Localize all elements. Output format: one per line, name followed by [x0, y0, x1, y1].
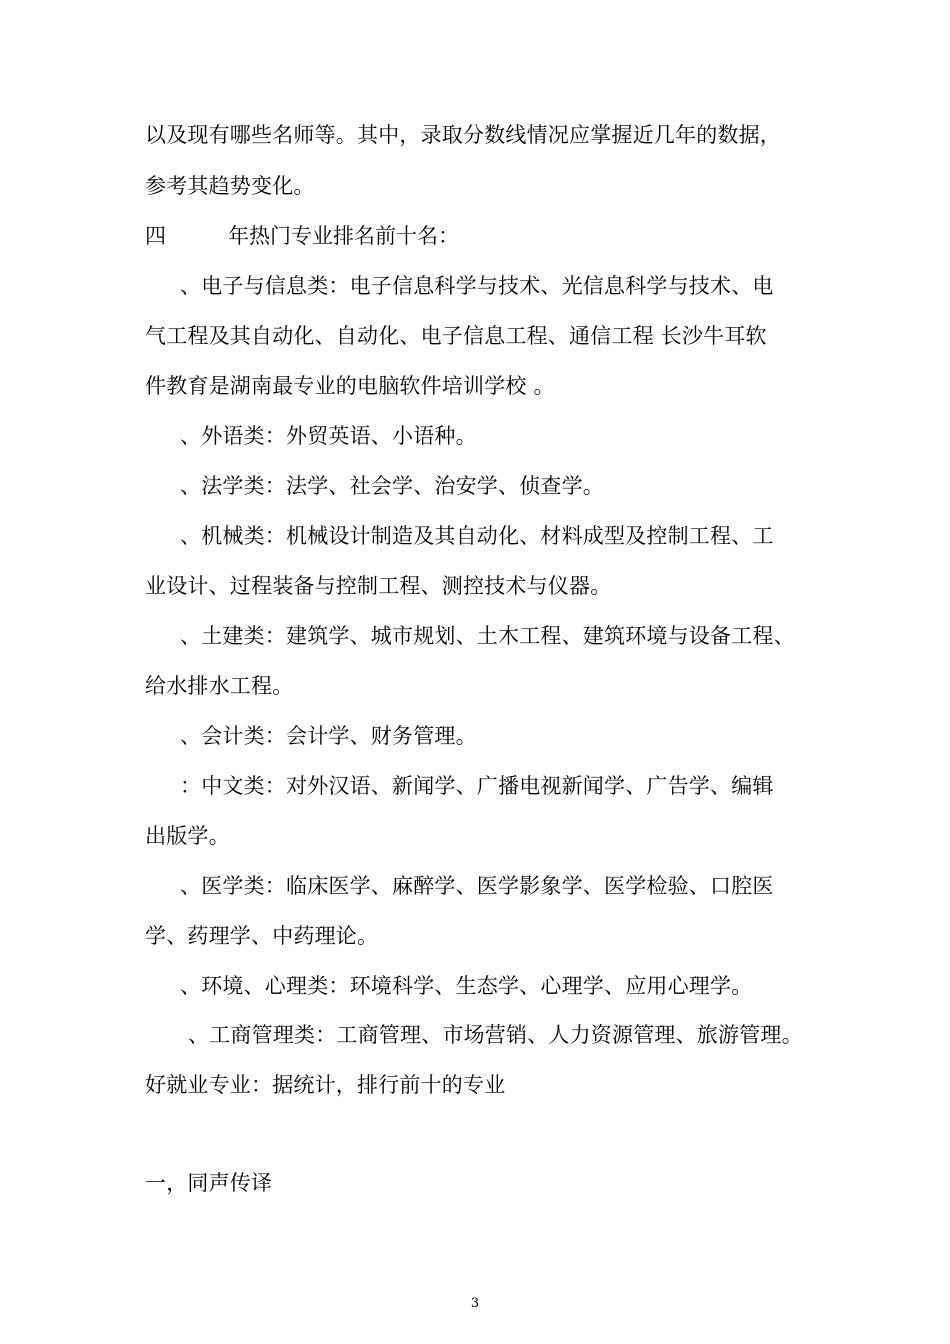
paragraph-line: 气工程及其自动化、自动化、电子信息工程、通信工程 长沙牛耳软	[145, 324, 767, 348]
list-item-electronics: 、电子与信息类：电子信息科学与技术、光信息科学与技术、电	[180, 274, 774, 298]
paragraph-line: 业设计、过程装备与控制工程、测控技术与仪器。	[145, 574, 612, 598]
list-item-law: 、法学类：法学、社会学、治安学、侦查学。	[180, 474, 604, 498]
list-item-mechanical: 、机械类：机械设计制造及其自动化、材料成型及控制工程、工	[180, 524, 774, 548]
paragraph-line: 参考其趋势变化。	[145, 174, 315, 198]
list-item-medicine: 、医学类：临床医学、麻醉学、医学影象学、医学检验、口腔医	[180, 874, 774, 898]
list-item-environment: 、环境、心理类：环境科学、生态学、心理学、应用心理学。	[180, 974, 753, 998]
paragraph-line: 件教育是湖南最专业的电脑软件培训学校 。	[145, 374, 555, 398]
paragraph-line: 以及现有哪些名师等。其中，录取分数线情况应掌握近几年的数据，	[145, 123, 781, 147]
paragraph-line: 好就业专业：据统计，排行前十的专业	[145, 1073, 506, 1097]
list-item-civil: 、土建类：建筑学、城市规划、土木工程、建筑环境与设备工程、	[180, 624, 795, 648]
paragraph-line: 给水排水工程。	[145, 674, 294, 698]
subheading: 一，同声传译	[145, 1171, 273, 1195]
section-heading: 年热门专业排名前十名：	[228, 224, 459, 248]
section-number: 四	[145, 224, 166, 248]
list-item-business: 、工商管理类：工商管理、市场营销、人力资源管理、旅游管理。	[188, 1023, 803, 1047]
page-number: 3	[470, 1296, 480, 1311]
paragraph-line: 出版学。	[145, 824, 230, 848]
paragraph-line: 学、药理学、中药理论。	[145, 924, 379, 948]
list-item-chinese: ：中文类：对外汉语、新闻学、广播电视新闻学、广告学、编辑	[180, 774, 774, 798]
list-item-foreign-language: 、外语类：外贸英语、小语种。	[180, 424, 477, 448]
list-item-accounting: 、会计类：会计学、财务管理。	[180, 724, 477, 748]
